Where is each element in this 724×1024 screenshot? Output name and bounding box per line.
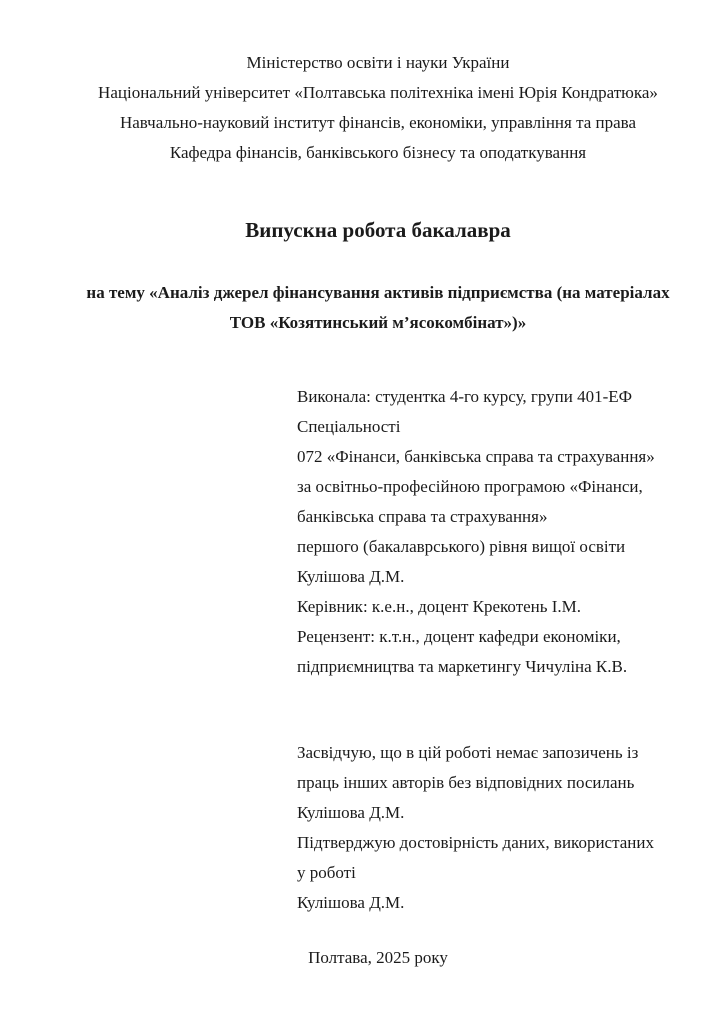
performer-line: Виконала: студентка 4-го курсу, групи 401-ЕФ bbox=[297, 387, 633, 406]
no-plagiarism-line-2: праць інших авторів без відповідних посилань bbox=[297, 773, 635, 792]
specialty-code-line: 072 «Фінанси, банківська справа та страхування» bbox=[297, 447, 655, 466]
student-name-line: Кулішова Д.М. bbox=[297, 567, 405, 586]
supervisor-line: Керівник: к.е.н., доцент Крекотень І.М. bbox=[297, 597, 582, 616]
declaration-block bbox=[297, 738, 688, 918]
topic-line-2: ТОВ «Козятинський м’ясокомбінат»)» bbox=[229, 313, 527, 332]
signature-name-2: Кулішова Д.М. bbox=[297, 893, 405, 912]
author-credits-block bbox=[297, 382, 688, 682]
reviewer-line-1: Рецензент: к.т.н., доцент кафедри економіки, bbox=[297, 627, 621, 646]
education-level-line: першого (бакалаврського) рівня вищої освіти bbox=[297, 537, 626, 556]
program-line-1: за освітньо-професійною програмою «Фінанси, bbox=[297, 477, 643, 496]
data-accuracy-line-2: у роботі bbox=[297, 863, 356, 882]
institution-header bbox=[68, 48, 688, 168]
city-year-line: Полтава, 2025 року bbox=[308, 948, 448, 967]
thesis-topic bbox=[68, 278, 688, 338]
institute-line: Навчально-науковий інститут фінансів, економіки, управління та права bbox=[119, 113, 637, 132]
topic-line-1: на тему «Аналіз джерел фінансування активів підприємства (на матеріалах bbox=[86, 283, 670, 302]
reviewer-line-2: підприємництва та маркетингу Чичуліна К.В. bbox=[297, 657, 628, 676]
specialty-label-line: Спеціальності bbox=[297, 417, 401, 436]
department-line: Кафедра фінансів, банківського бізнесу та оподаткування bbox=[169, 143, 587, 162]
data-accuracy-line-1: Підтверджую достовірність даних, використаних bbox=[297, 833, 654, 852]
no-plagiarism-line-1: Засвідчую, що в цій роботі немає запозичень із bbox=[297, 743, 639, 762]
university-line: Національний університет «Полтавська політехніка імені Юрія Кондратюка» bbox=[98, 83, 658, 102]
page-title: Випускна робота бакалавра bbox=[245, 218, 511, 242]
signature-name-1: Кулішова Д.М. bbox=[297, 803, 405, 822]
program-line-2: банківська справа та страхування» bbox=[297, 507, 548, 526]
ministry-line: Міністерство освіти і науки України bbox=[246, 53, 510, 72]
